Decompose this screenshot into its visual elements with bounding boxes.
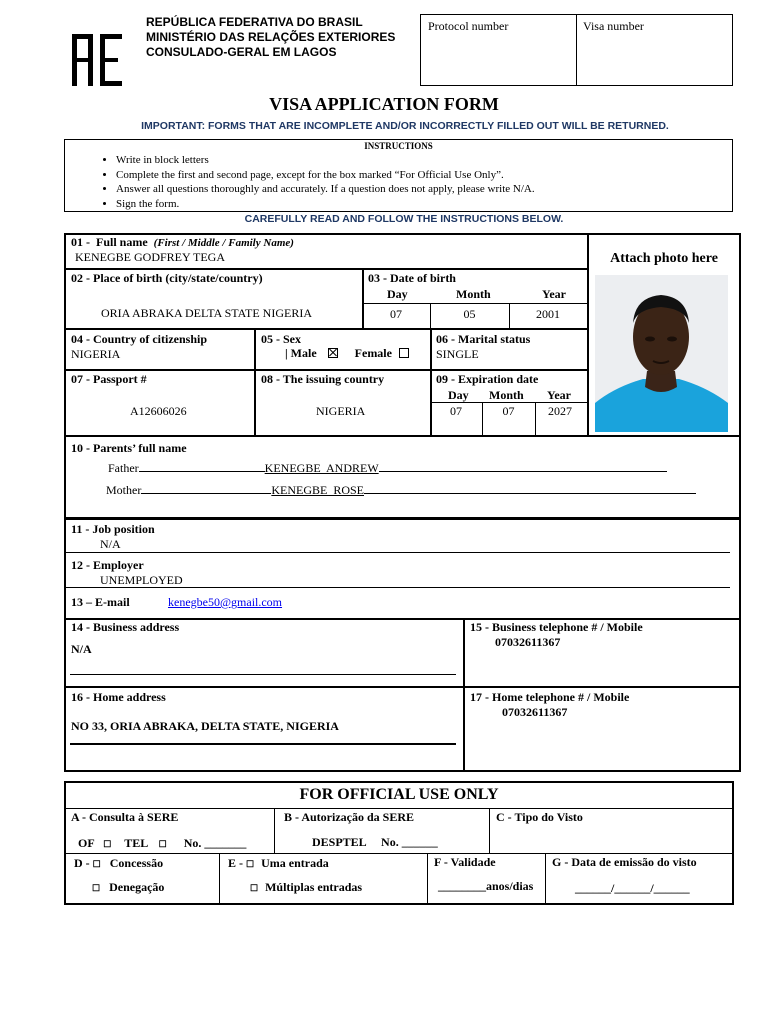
org-header [146,15,395,60]
full-name-value[interactable]: KENEGBE GODFREY TEGA [75,250,225,264]
dob-day-value[interactable]: 07 [390,307,402,321]
expiration-date-label: 09 - Expiration date [436,372,539,386]
visa-number-label: Visa number [583,19,644,33]
protocol-number-label: Protocol number [428,19,509,33]
tel-checkbox[interactable]: ☐ [158,839,167,849]
instruction-item: • Write in block letters [116,153,733,168]
desptel-number[interactable]: No. ______ [381,835,438,849]
home-phone-value[interactable]: 07032611367 [502,705,568,719]
exp-month-value[interactable]: 07 [502,404,515,418]
place-of-birth-label: 02 - Place of birth (city/state/country) [71,271,263,285]
instruction-item: • Sign the form. [116,197,733,212]
passport-label: 07 - Passport # [71,372,147,386]
instructions-footer: CAREFULLY READ AND FOLLOW THE INSTRUCTIONS BELOW. [244,213,564,225]
employer-label: 12 - Employer [71,558,144,572]
of-checkbox[interactable]: ☐ [103,839,112,849]
concessao-checkbox[interactable]: ☐ [92,859,101,869]
home-address-value[interactable]: NO 33, ORIA ABRAKA, DELTA STATE, NIGERIA [71,719,339,733]
consulta-number[interactable]: No. _______ [183,836,247,850]
father-row [108,461,698,476]
org-line-2: MINISTÉRIO DAS RELAÇÕES EXTERIORES [146,30,396,44]
exp-year-label: Year [547,388,571,402]
uma-entrada-checkbox[interactable]: ☐ [246,859,255,869]
data-emissao-label: G - Data de emissão do visto [552,855,697,869]
business-address-value[interactable]: N/A [71,642,92,656]
validade-label: F - Validade [434,855,496,869]
consulta-sere-options [78,836,246,851]
issuing-country-label: 08 - The issuing country [261,372,385,386]
father-value[interactable]: KENEGBE ANDREW [264,461,379,475]
autorizacao-options [312,835,438,850]
citizenship-label: 04 - Country of citizenship [71,332,207,346]
place-of-birth-value[interactable]: ORIA ABRAKA DELTA STATE NIGERIA [101,306,312,320]
instructions-heading: INSTRUCTIONS [364,141,433,151]
denegacao-row [92,880,164,895]
tel-label: TEL [124,836,148,850]
multiplas-entradas-checkbox[interactable]: ☐ [250,883,259,893]
important-notice: IMPORTANT: FORMS THAT ARE INCOMPLETE AND/OR INCORRECTLY FILLED OUT WILL BE RETURNED. [141,120,669,132]
photo-label: Attach photo here [610,251,718,266]
dob-day-label: Day [387,287,408,301]
exp-day-value[interactable]: 07 [450,404,462,418]
sex-male-checkbox[interactable] [328,348,338,358]
concessao-row: D - ☐ Concessão [74,856,164,870]
sex-label: 05 - Sex [261,332,301,346]
instruction-item: • Complete the first and second page, except for the box marked “For Official Use Only”. [116,168,733,183]
mother-row [106,483,726,498]
uma-entrada-row: E - ☐ Uma entrada [228,856,329,870]
dob-year-label: Year [542,287,566,301]
dob-month-label: Month [456,287,491,301]
denegacao-label: Denegação [109,880,165,894]
multiplas-entradas-row [250,880,362,895]
concessao-label: Concessão [109,856,164,870]
consulta-sere-label: A - Consulta à SERE [71,810,179,824]
parents-label: 10 - Parents’ full name [71,441,187,455]
home-phone-label: 17 - Home telephone # / Mobile [470,690,630,704]
tipo-visto-label: C - Tipo do Visto [496,810,583,824]
marital-status-label: 06 - Marital status [436,332,531,346]
mother-value[interactable]: KENEGBE ROSE [271,483,364,497]
home-address-label: 16 - Home address [71,690,166,704]
denegacao-checkbox[interactable]: ☐ [92,883,101,893]
ae-logo-icon [70,30,124,88]
dob-month-value[interactable]: 05 [463,307,476,321]
validade-value[interactable]: ________anos/dias [438,879,534,893]
exp-month-label: Month [489,388,524,402]
org-line-3: CONSULADO-GERAL EM LAGOS [146,45,337,59]
business-phone-label: 15 - Business telephone # / Mobile [470,620,643,634]
job-position-label: 11 - Job position [71,522,155,536]
applicant-portrait-icon [595,275,728,432]
email-label: 13 – E-mail [71,595,130,609]
passport-value[interactable]: A12606026 [130,404,187,418]
consulate-logo [70,30,124,88]
citizenship-value[interactable]: NIGERIA [71,347,121,361]
exp-day-label: Day [448,388,469,402]
applicant-photo[interactable] [595,275,728,432]
dob-year-value[interactable]: 2001 [536,307,560,321]
father-label: Father [108,461,139,475]
multiplas-entradas-label: Múltiplas entradas [265,880,363,894]
business-phone-value[interactable]: 07032611367 [495,635,561,649]
business-address-label: 14 - Business address [71,620,180,634]
instruction-item: • Answer all questions thoroughly and accurately. If a question does not apply, please write N/A. [116,182,733,197]
desptel-label: DESPTEL [312,835,367,849]
org-line-1: REPÚBLICA FEDERATIVA DO BRASIL [146,15,363,29]
of-label: OF [78,836,95,850]
uma-entrada-label: Uma entrada [261,856,329,870]
instructions-list [64,153,733,211]
exp-year-value[interactable]: 2027 [548,404,572,418]
full-name-label: 01 - Full name (First / Middle / Family Name) [71,235,294,249]
mother-label: Mother [106,483,142,497]
date-of-birth-label: 03 - Date of birth [368,271,456,285]
employer-value[interactable]: UNEMPLOYED [100,573,183,587]
job-position-value[interactable]: N/A [100,537,121,551]
email-value[interactable]: kenegbe50@gmail.com [168,595,283,609]
sex-female-checkbox[interactable] [399,348,409,358]
form-title: VISA APPLICATION FORM [269,94,499,114]
official-use-title: FOR OFFICIAL USE ONLY [299,786,499,803]
sex-female-label: Female [354,346,392,360]
data-emissao-value[interactable]: ______/______/______ [575,881,690,895]
autorizacao-sere-label: B - Autorização da SERE [284,810,415,824]
job-section [64,518,741,620]
sex-male-label: Male [290,346,317,360]
issuing-country-value[interactable]: NIGERIA [316,404,366,418]
sex-options: | Male Female [285,346,409,361]
marital-status-value[interactable]: SINGLE [436,347,479,361]
